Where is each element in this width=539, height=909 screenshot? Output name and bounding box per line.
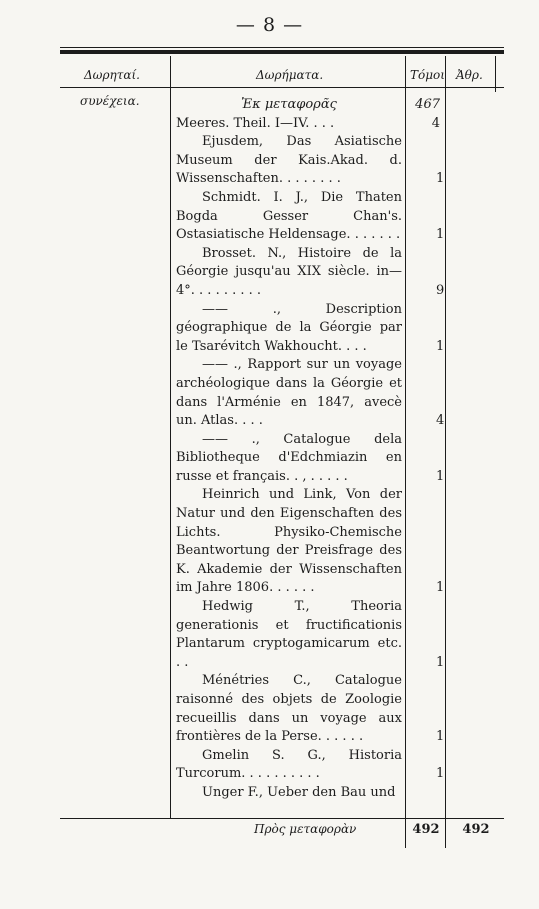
- column-header-gifts: Δωρήματα.: [256, 68, 324, 82]
- gift-volumes: 1: [436, 654, 445, 670]
- total-volumes: 492: [412, 822, 440, 837]
- gift-text: Meeres. Theil. I—IV. . . .: [176, 115, 335, 131]
- gift-text: Ménétries C., Catalogue raisonné des objets de Zoologie recueillis dans un voyage aux frontières de la Perse. . . . . .: [176, 673, 402, 745]
- gift-text: Schmidt. I. J., Die Thaten Bogda Gesser Chan's. Ostasiatische Heldensage. . . . . . .: [176, 189, 402, 243]
- gift-text: —— ., Catalogue dela Bibliotheque d'Edchmiazin en russe et français. . , . . . . .: [176, 431, 402, 484]
- gift-entry: [176, 598, 445, 672]
- gift-volumes: 1: [436, 766, 445, 782]
- gift-volumes: 9: [436, 282, 445, 298]
- gift-entry: [176, 784, 402, 803]
- gift-volumes: 4: [436, 413, 445, 429]
- header-rule-thick: [60, 50, 504, 54]
- carry-forward-label: Πρὸς μεταφορὰν: [254, 822, 357, 836]
- column-divider: [405, 56, 406, 848]
- gift-text: Unger F., Ueber den Bau und: [202, 784, 396, 800]
- column-header-volumes: Τόμοι: [410, 68, 445, 82]
- gift-volumes: 1: [436, 227, 445, 243]
- gift-volumes: 1: [436, 729, 445, 745]
- carried-over-volumes: 467: [415, 97, 440, 112]
- gift-text: Hedwig T., Theoria generationis et fructificationis Plantarum cryptogamicarum etc. . .: [176, 599, 402, 670]
- column-divider: [445, 56, 446, 848]
- gift-entry: [176, 431, 445, 487]
- donor-name: συνέχεια.: [80, 94, 140, 108]
- gift-text: —— ., Rapport sur un voyage archéologique dans la Géorgie et dans l'Arménie en 1847, avecè un. Atlas. . . .: [176, 357, 402, 429]
- gift-entry: [176, 486, 445, 598]
- footer-rule: [60, 818, 504, 819]
- total-number: 492: [462, 822, 490, 837]
- gift-entry: [176, 747, 445, 784]
- gift-volumes: 4: [431, 115, 440, 131]
- gift-entry: [176, 356, 445, 430]
- gift-text: Brosset. N., Histoire de la Géorgie jusqu'au XIX siècle. in—4°. . . . . . . . .: [176, 245, 402, 298]
- gift-entry: [176, 133, 445, 189]
- column-header-number: Ἀθρ.: [456, 68, 483, 82]
- gift-text: Gmelin S. G., Historia Turcorum. . . . . . . . . .: [176, 747, 402, 782]
- gift-list: [176, 96, 445, 803]
- gift-volumes: 1: [436, 171, 445, 187]
- gift-entry: [176, 245, 445, 301]
- column-divider: [495, 56, 496, 92]
- column-divider: [170, 56, 171, 818]
- gift-volumes: 1: [436, 468, 445, 484]
- gift-entry: [176, 301, 445, 357]
- gift-entry: [176, 189, 445, 245]
- gift-entry: [176, 115, 440, 134]
- gift-volumes: 1: [436, 580, 445, 596]
- gift-text: Heinrich und Link, Von der Natur und den Eigenschaften des Lichts. Physiko-Chemische Beantwortung der Preisfrage des K. Akademie der Wissenschaften im Jahre 1806. . . . . .: [176, 487, 402, 596]
- header-rule-top: [60, 47, 504, 48]
- carried-over-row: [176, 96, 440, 115]
- gift-text: —— ., Description géographique de la Géorgie par le Tsarévitch Wakhoucht. . . .: [176, 301, 402, 354]
- column-header-donors: Δωρηταί.: [84, 68, 140, 82]
- header-rule-bottom: [60, 87, 504, 88]
- gift-volumes: 1: [436, 338, 445, 354]
- gift-entry: [176, 672, 445, 746]
- carried-over-label: Ἐκ μεταφορᾶς: [241, 97, 337, 112]
- gift-text: Ejusdem, Das Asiatische Museum der Kais.Akad. d. Wissenschaften. . . . . . . .: [176, 134, 402, 187]
- page-number: — 8 —: [235, 14, 304, 36]
